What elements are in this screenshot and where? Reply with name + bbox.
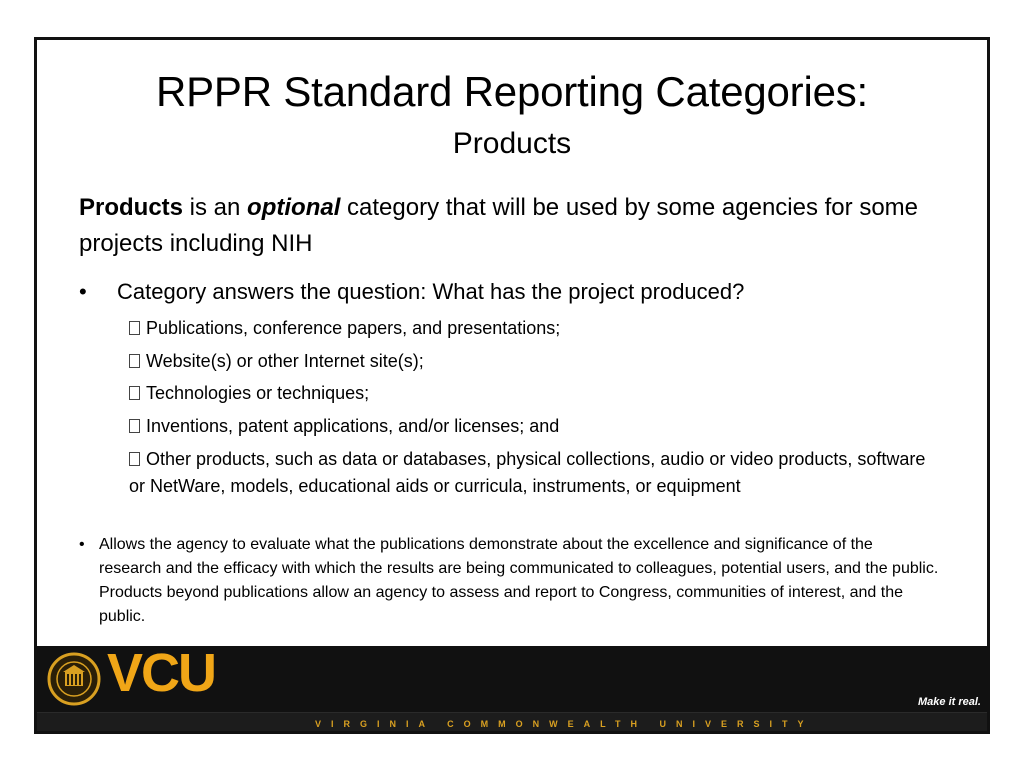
university-seal-icon (47, 652, 101, 706)
bullet-text: Category answers the question: What has the project produced? (117, 279, 745, 304)
checkbox-icon (129, 321, 140, 335)
sub-item (129, 348, 939, 375)
university-name: VIRGINIA COMMONWEALTH UNIVERSITY (315, 719, 814, 729)
sub-item-text: Inventions, patent applications, and/or licenses; and (146, 416, 560, 436)
slide (34, 37, 990, 734)
checkbox-icon (129, 354, 140, 368)
tagline: Make it real. (918, 696, 981, 708)
checkbox-icon (129, 452, 140, 466)
sub-item (129, 446, 939, 500)
slide-subtitle: Products (452, 127, 572, 160)
sub-item (129, 413, 939, 440)
sub-item-text: Website(s) or other Internet site(s); (146, 351, 424, 371)
sub-item-text: Other products, such as data or databases, physical collections, audio or video products, software or NetWare, models, educational aids or curricula, instruments, or equipment (129, 449, 926, 496)
intro-italic-word: optional (247, 194, 341, 221)
sub-item (129, 315, 939, 342)
checkbox-icon (129, 419, 140, 433)
sub-item-text: Technologies or techniques; (146, 383, 370, 403)
checkbox-icon (129, 386, 140, 400)
slide-title: RPPR Standard Reporting Categories: (155, 68, 869, 115)
intro-text-b: category that will be used by some agencies for some projects including NIH (79, 194, 919, 257)
sub-item-text: Publications, conference papers, and presentations; (146, 318, 561, 338)
intro-bold-word: Products (79, 194, 184, 221)
note-text: Allows the agency to evaluate what the publications demonstrate about the excellence and significance of the research and the efficacy with which the results are being communicated to colleagues, potential users, and the public. Products beyond publications allow an agency to assess and report to Congress, communities of interest, and the public. (99, 536, 939, 625)
intro-text-a: is an (183, 194, 248, 221)
vcu-logo: VCU (107, 643, 216, 703)
note-dot: • (79, 536, 85, 553)
bullet-dot: • (79, 279, 87, 304)
intro-paragraph (79, 190, 959, 262)
sub-item (129, 380, 939, 407)
footer-stripe (37, 712, 987, 731)
footer-bar (37, 643, 987, 731)
